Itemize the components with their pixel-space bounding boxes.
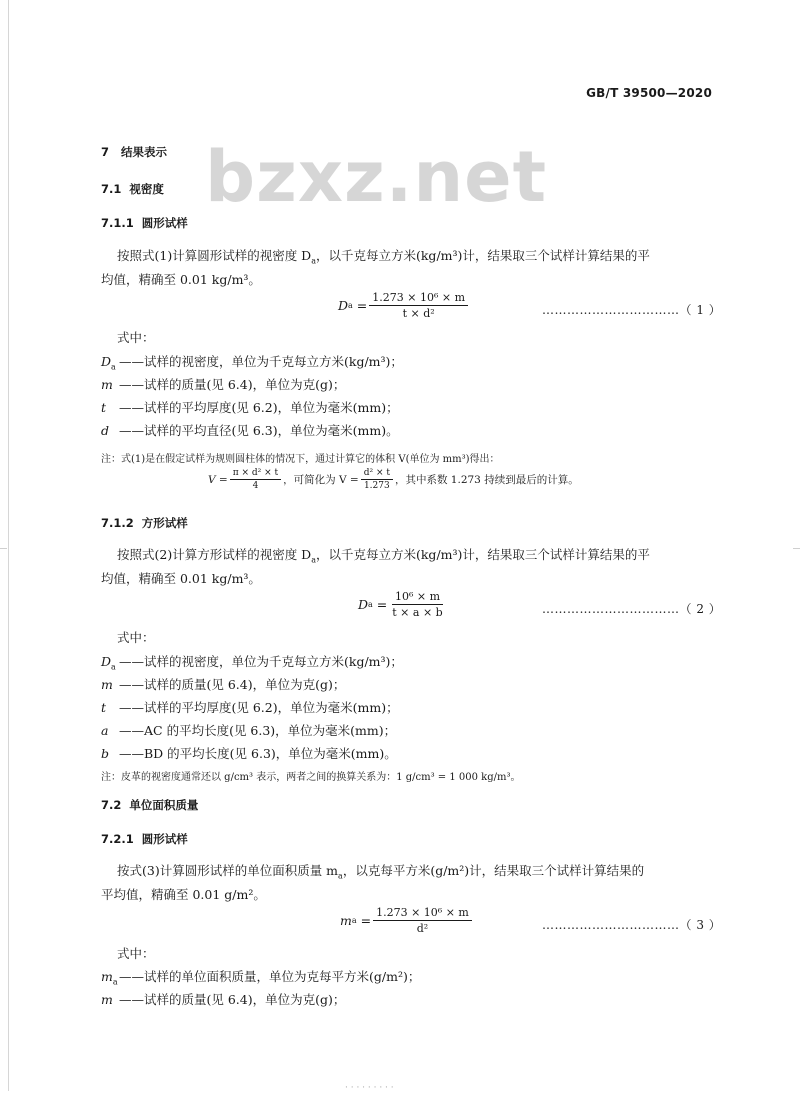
definition-text: ——试样的质量(见 6.4)，单位为克(g)；	[119, 992, 346, 1007]
definition-item	[101, 988, 345, 1012]
formula-numerator: 10⁶ × m	[392, 590, 443, 605]
section-title: 方形试样	[141, 516, 188, 530]
definition-item	[101, 396, 399, 420]
section-title: 单位面积质量	[129, 798, 199, 812]
section-number: 7	[101, 145, 110, 159]
section-number: 7.1	[101, 182, 122, 196]
definition-item	[101, 696, 399, 720]
formula-denominator: t × a × b	[392, 606, 443, 619]
definition-symbol: $D_a$	[101, 654, 116, 672]
section-title: 结果表示	[121, 145, 168, 159]
definition-symbol: t	[101, 400, 107, 415]
watermark-logo: bzxz.net	[205, 136, 548, 218]
margin-mark	[793, 548, 800, 549]
page-edge-line	[8, 0, 9, 1091]
standard-number: GB/T 39500—2020	[586, 86, 712, 100]
paragraph-line: 均值，精确至 0.01 kg/m³。	[101, 571, 261, 586]
paragraph-line: 按照式(2)计算方形试样的视密度 $D_a$，以千克每立方米(kg/m³)计，结果取三个试样计算结果的平	[117, 547, 650, 565]
section-7-heading	[101, 144, 167, 160]
note-line: 注：皮革的视密度通常还以 g/cm³ 表示，两者之间的换算关系为：1 g/cm³ = 1 000 kg/m³。	[101, 772, 521, 783]
where-label: 式中：	[117, 946, 155, 961]
paragraph-line: 均值，精确至 0.01 kg/m³。	[101, 272, 261, 287]
section-title: 圆形试样	[141, 216, 188, 230]
definition-text: ——试样的平均厚度(见 6.2)，单位为毫米(mm)；	[119, 400, 399, 415]
section-7-2-1-heading	[101, 831, 188, 847]
section-7-1-2-heading	[101, 515, 188, 531]
section-7-1-1-heading	[101, 215, 188, 231]
definition-symbol: m	[101, 992, 113, 1007]
equation-number: ……………………………（ 3 ）	[542, 918, 722, 932]
margin-mark	[0, 548, 7, 549]
formula-1: D a = $\frac{\text{1.273 × 10⁶ × m}}{\text{t × d²}}$	[338, 291, 470, 320]
definition-symbol: d	[101, 423, 110, 438]
definition-text: ——试样的单位面积质量，单位为克每平方米(g/m²)；	[119, 969, 421, 984]
section-7-1-heading	[101, 181, 164, 197]
section-7-2-heading	[101, 797, 198, 813]
formula-denominator: d²	[416, 922, 429, 935]
section-title: 视密度	[129, 182, 164, 196]
section-title: 圆形试样	[141, 832, 188, 846]
definition-item	[101, 719, 396, 743]
definition-item	[101, 373, 345, 397]
definition-text: ——试样的平均厚度(见 6.2)，单位为毫米(mm)；	[119, 700, 399, 715]
equation-number: ……………………………（ 1 ）	[542, 303, 722, 317]
definition-item	[101, 419, 399, 443]
definition-text: ——试样的视密度，单位为千克每立方米(kg/m³)；	[119, 354, 403, 369]
definition-symbol: m	[101, 677, 113, 692]
definition-item	[101, 673, 345, 697]
page-footer-fragment: · · · · · · · · ·	[345, 1083, 394, 1093]
note-formula: V = $\frac{\text{π × d² × t}}{4}$ ，可简化为 V = $\frac{\text{d² × t}}{1.273}$ ，其中系数 1.273 持续到最后的计算。	[208, 468, 579, 491]
definition-symbol: a	[101, 723, 109, 738]
where-label: 式中：	[117, 330, 155, 345]
definition-item	[101, 742, 397, 766]
definition-symbol: t	[101, 700, 107, 715]
formula-numerator: 1.273 × 10⁶ × m	[369, 291, 468, 306]
definition-symbol: b	[101, 746, 110, 761]
definition-symbol: $D_a$	[101, 354, 116, 372]
formula-2: D a = $\frac{\text{10⁶ × m}}{t \times a \times b}$	[358, 590, 448, 619]
section-number: 7.1.2	[101, 516, 134, 530]
note-line: 注：式(1)是在假定试样为规则圆柱体的情况下，通过计算它的体积 V(单位为 mm³)得出：	[101, 454, 500, 465]
paragraph-line: 按照式(1)计算圆形试样的视密度 $D_a$，以千克每立方米(kg/m³)计，结果取三个试样计算结果的平	[117, 248, 650, 266]
definition-text: ——试样的平均直径(见 6.3)，单位为毫米(mm)。	[119, 423, 399, 438]
definition-symbol: $m_a$	[101, 969, 118, 987]
formula-numerator: 1.273 × 10⁶ × m	[373, 906, 472, 921]
definition-text: ——BD 的平均长度(见 6.3)，单位为毫米(mm)。	[119, 746, 397, 761]
definition-text: ——试样的质量(见 6.4)，单位为克(g)；	[119, 377, 346, 392]
where-label: 式中：	[117, 630, 155, 645]
equation-number: ……………………………（ 2 ）	[542, 602, 722, 616]
section-number: 7.1.1	[101, 216, 134, 230]
definition-symbol: m	[101, 377, 113, 392]
paragraph-line: 平均值，精确至 0.01 g/m²。	[101, 887, 266, 902]
definition-text: ——AC 的平均长度(见 6.3)，单位为毫米(mm)；	[119, 723, 397, 738]
definition-text: ——试样的质量(见 6.4)，单位为克(g)；	[119, 677, 346, 692]
formula-3: m a = $\frac{\text{1.273 × 10⁶ × m}}{\text{d²}}$	[340, 906, 474, 935]
formula-denominator: t × d²	[402, 307, 435, 320]
section-number: 7.2.1	[101, 832, 134, 846]
definition-text: ——试样的视密度，单位为千克每立方米(kg/m³)；	[119, 654, 403, 669]
paragraph-line: 按式(3)计算圆形试样的单位面积质量 $m_a$，以克每平方米(g/m²)计，结果取三个试样计算结果的	[117, 863, 645, 881]
section-number: 7.2	[101, 798, 122, 812]
